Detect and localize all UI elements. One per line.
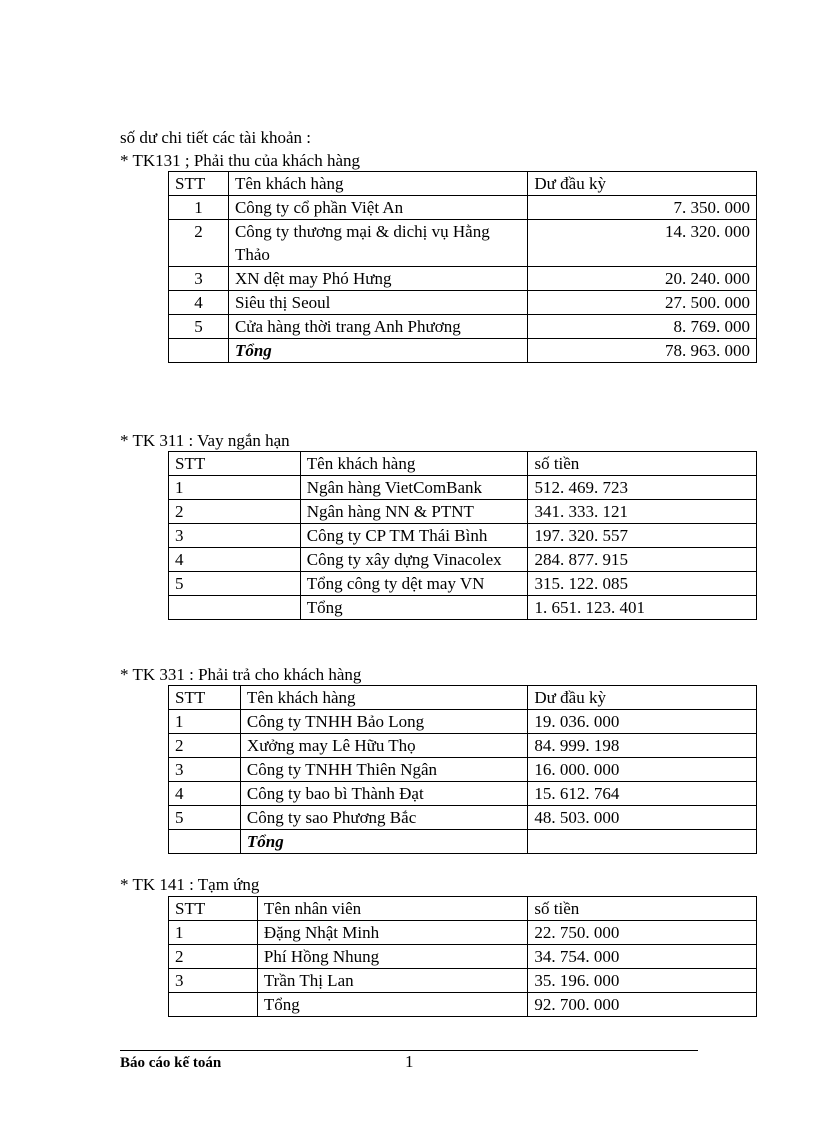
amount-cell: 48. 503. 000 (528, 806, 757, 830)
stt-cell: 1 (169, 196, 229, 220)
amount-cell: 16. 000. 000 (528, 758, 757, 782)
total-label: Tổng (240, 830, 527, 854)
table-row (169, 710, 757, 734)
stt-cell (169, 339, 229, 363)
table-row (169, 220, 757, 267)
amount-cell: 197. 320. 557 (528, 524, 757, 548)
table-row (169, 196, 757, 220)
header-cell: Tên khách hàng (240, 686, 527, 710)
amount-cell: 27. 500. 000 (528, 291, 757, 315)
table-row (169, 945, 757, 969)
table-row (169, 782, 757, 806)
stt-cell: 3 (169, 524, 301, 548)
table-row (169, 524, 757, 548)
intro-text: số dư chi tiết các tài khoản : (120, 128, 311, 147)
table-tk331 (168, 685, 757, 854)
stt-cell: 2 (169, 734, 241, 758)
name-cell: Công ty bao bì Thành Đạt (240, 782, 527, 806)
table-row (169, 572, 757, 596)
header-cell: STT (169, 897, 258, 921)
stt-cell: 2 (169, 945, 258, 969)
stt-cell: 5 (169, 572, 301, 596)
amount-cell: 34. 754. 000 (528, 945, 757, 969)
stt-cell: 1 (169, 476, 301, 500)
table-header-row (169, 686, 757, 710)
name-cell: Công ty sao Phương Bắc (240, 806, 527, 830)
table-row (169, 315, 757, 339)
header-cell: Dư đầu kỳ (528, 686, 757, 710)
table-header-row (169, 452, 757, 476)
stt-cell: 5 (169, 806, 241, 830)
name-cell: Công ty thương mại & dichị vụ Hằng Thảo (228, 220, 527, 267)
table-row (169, 500, 757, 524)
total-row (169, 339, 757, 363)
amount-cell: 315. 122. 085 (528, 572, 757, 596)
stt-cell: 3 (169, 267, 229, 291)
stt-cell (169, 993, 258, 1017)
stt-cell: 2 (169, 500, 301, 524)
total-label: Tổng (300, 596, 528, 620)
total-amount: 92. 700. 000 (528, 993, 757, 1017)
amount-cell: 20. 240. 000 (528, 267, 757, 291)
table-row (169, 291, 757, 315)
total-amount: 1. 651. 123. 401 (528, 596, 757, 620)
total-row (169, 993, 757, 1017)
table-header-row (169, 897, 757, 921)
table-header-row (169, 172, 757, 196)
name-cell: Siêu thị Seoul (228, 291, 527, 315)
name-cell: Đặng Nhật Minh (257, 921, 528, 945)
name-cell: XN dệt may Phó Hưng (228, 267, 527, 291)
amount-cell: 84. 999. 198 (528, 734, 757, 758)
table-row (169, 969, 757, 993)
header-cell: Dư đầu kỳ (528, 172, 757, 196)
amount-cell: 14. 320. 000 (528, 220, 757, 267)
table-tk131 (168, 171, 757, 363)
section-title-tk141: * TK 141 : Tạm ứng (120, 875, 260, 894)
name-cell: Cửa hàng thời trang Anh Phương (228, 315, 527, 339)
name-cell: Ngân hàng VietComBank (300, 476, 528, 500)
stt-cell: 3 (169, 969, 258, 993)
stt-cell: 1 (169, 921, 258, 945)
total-amount (528, 830, 757, 854)
header-cell: STT (169, 172, 229, 196)
total-row (169, 596, 757, 620)
header-cell: STT (169, 452, 301, 476)
name-cell: Trần Thị Lan (257, 969, 528, 993)
table-row (169, 758, 757, 782)
header-cell: Tên khách hàng (228, 172, 527, 196)
footer-title: Báo cáo kế toán (120, 1055, 222, 1071)
header-cell: số tiền (528, 452, 757, 476)
table-row (169, 548, 757, 572)
amount-cell: 19. 036. 000 (528, 710, 757, 734)
section-title-tk131: * TK131 ; Phải thu của khách hàng (120, 151, 361, 170)
stt-cell: 4 (169, 291, 229, 315)
name-cell: Công ty xây dựng Vinacolex (300, 548, 528, 572)
table-row (169, 476, 757, 500)
table-row (169, 806, 757, 830)
stt-cell: 4 (169, 782, 241, 806)
header-cell: STT (169, 686, 241, 710)
stt-cell (169, 596, 301, 620)
amount-cell: 22. 750. 000 (528, 921, 757, 945)
total-amount: 78. 963. 000 (528, 339, 757, 363)
name-cell: Ngân hàng NN & PTNT (300, 500, 528, 524)
stt-cell: 1 (169, 710, 241, 734)
section-title-tk331: * TK 331 : Phải trả cho khách hàng (120, 665, 362, 684)
name-cell: Công ty TNHH Thiên Ngân (240, 758, 527, 782)
amount-cell: 15. 612. 764 (528, 782, 757, 806)
amount-cell: 7. 350. 000 (528, 196, 757, 220)
amount-cell: 8. 769. 000 (528, 315, 757, 339)
page-number: 1 (405, 1052, 414, 1071)
name-cell: Phí Hồng Nhung (257, 945, 528, 969)
name-cell: Công ty cổ phần Việt An (228, 196, 527, 220)
amount-cell: 35. 196. 000 (528, 969, 757, 993)
table-tk311 (168, 451, 757, 620)
name-cell: Công ty TNHH Bảo Long (240, 710, 527, 734)
amount-cell: 341. 333. 121 (528, 500, 757, 524)
name-cell: Tổng công ty dệt may VN (300, 572, 528, 596)
total-label: Tổng (257, 993, 528, 1017)
amount-cell: 512. 469. 723 (528, 476, 757, 500)
table-row (169, 267, 757, 291)
stt-cell: 2 (169, 220, 229, 267)
total-row (169, 830, 757, 854)
section-title-tk311: * TK 311 : Vay ngắn hạn (120, 431, 290, 450)
name-cell: Xưởng may Lê Hữu Thọ (240, 734, 527, 758)
stt-cell: 4 (169, 548, 301, 572)
table-row (169, 734, 757, 758)
table-row (169, 921, 757, 945)
total-label: Tổng (228, 339, 527, 363)
stt-cell: 3 (169, 758, 241, 782)
name-cell: Công ty CP TM Thái Bình (300, 524, 528, 548)
stt-cell: 5 (169, 315, 229, 339)
header-cell: Tên khách hàng (300, 452, 528, 476)
amount-cell: 284. 877. 915 (528, 548, 757, 572)
footer-divider (120, 1050, 698, 1051)
stt-cell (169, 830, 241, 854)
header-cell: Tên nhân viên (257, 897, 528, 921)
table-tk141 (168, 896, 757, 1017)
header-cell: số tiền (528, 897, 757, 921)
